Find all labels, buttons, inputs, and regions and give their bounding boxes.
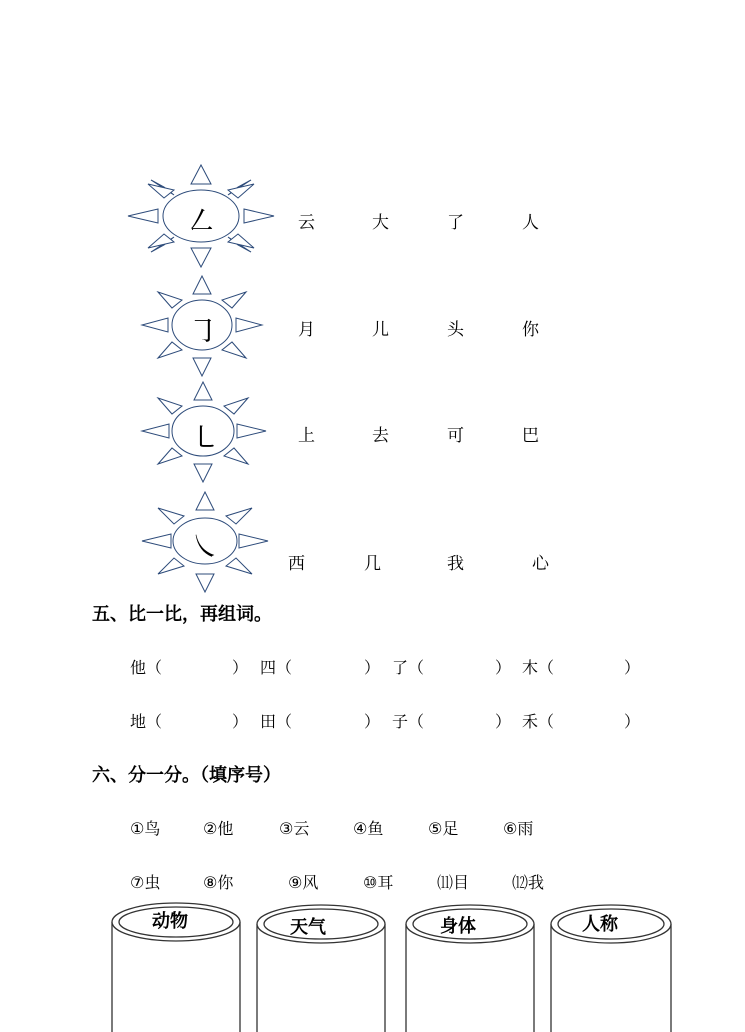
item-2: ②他: [203, 819, 234, 838]
char-da: 大: [372, 213, 389, 233]
word-a3-close: ）: [495, 658, 512, 677]
heng-zhe-gou-stroke-icon: ㇆: [188, 314, 218, 349]
char-ba: 巴: [522, 426, 539, 446]
section-6-title: 六、分一分。（填序号）: [92, 765, 281, 786]
word-a2-open: 四（: [260, 658, 293, 677]
item-4: ④鱼: [353, 819, 384, 838]
item-10: ⑩耳: [363, 873, 394, 892]
word-b1-open: 地（: [130, 712, 163, 731]
item-3: ③云: [279, 819, 310, 838]
item-6: ⑥雨: [503, 819, 534, 838]
bucket-animals-label: 动物: [152, 911, 188, 932]
item-9: ⑨风: [288, 873, 319, 892]
char-er: 儿: [372, 320, 389, 340]
bucket-weather-label: 天气: [290, 917, 326, 938]
section-5-title: 五、比一比，再组词。: [92, 604, 272, 625]
word-a4-close: ）: [624, 658, 641, 677]
pie-dian-stroke-icon: ㇜: [186, 204, 216, 239]
char-tou: 头: [447, 320, 464, 340]
word-b2-open: 田（: [260, 712, 293, 731]
item-12: ⑿我: [512, 873, 545, 892]
word-a4-open: 木（: [522, 658, 555, 677]
item-1: ①鸟: [130, 819, 161, 838]
word-b3-close: ）: [495, 712, 512, 731]
item-8: ⑧你: [203, 873, 234, 892]
char-xi: 西: [288, 554, 305, 574]
bucket-pronouns-label: 人称: [582, 914, 618, 935]
char-shang: 上: [298, 426, 315, 446]
item-11: ⑾目: [437, 873, 470, 892]
item-5: ⑤足: [428, 819, 459, 838]
word-a2-close: ）: [364, 658, 381, 677]
xie-gou-stroke-icon: ㇏: [190, 530, 220, 565]
word-b2-close: ）: [364, 712, 381, 731]
word-a3-open: 了（: [392, 658, 425, 677]
char-xin: 心: [532, 554, 549, 574]
item-7: ⑦虫: [130, 873, 161, 892]
char-ji: 几: [364, 554, 381, 574]
word-b3-open: 子（: [392, 712, 425, 731]
char-ni: 你: [522, 320, 539, 340]
char-ren: 人: [522, 213, 539, 233]
shu-wan-stroke-icon: ㇄: [190, 421, 220, 456]
word-a1-open: 他（: [130, 658, 163, 677]
char-ke: 可: [447, 426, 464, 446]
word-b1-close: ）: [232, 712, 249, 731]
char-yue: 月: [298, 320, 315, 340]
char-qu: 去: [372, 426, 389, 446]
bucket-body-label: 身体: [440, 916, 476, 937]
char-wo: 我: [447, 554, 464, 574]
word-b4-close: ）: [624, 712, 641, 731]
char-le: 了: [447, 213, 464, 233]
char-yun: 云: [298, 213, 315, 233]
word-b4-open: 禾（: [522, 712, 555, 731]
word-a1-close: ）: [232, 658, 249, 677]
